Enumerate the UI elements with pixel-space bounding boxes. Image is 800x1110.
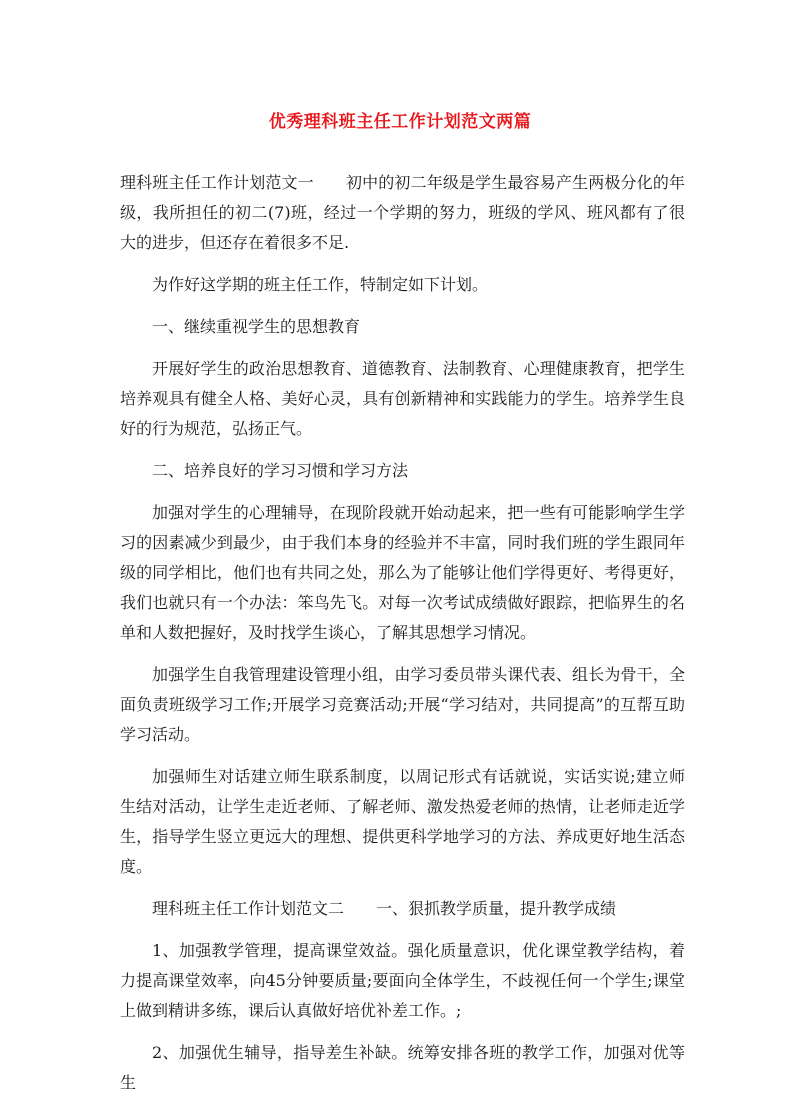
paragraph-teaching-management: 1、加强教学管理，提高课堂效益。强化质量意识，优化课堂教学结构，着力提高课堂效率，向45分钟要质量;要面向全体学生，不歧视任何一个学生;课堂上做到精讲多练，课后认真做好培优补差工作。; bbox=[120, 941, 685, 1020]
section-label-one: 理科班主任工作计划范文一 bbox=[120, 173, 314, 192]
section-two-heading: 一、狠抓教学质量，提升教学成绩 bbox=[376, 899, 617, 918]
heading-thought-education: 一、继续重视学生的思想教育 bbox=[152, 317, 361, 336]
paragraph-top-student-guidance: 2、加强优生辅导，指导差生补缺。统筹安排各班的教学工作，加强对优等生 bbox=[120, 1043, 685, 1092]
document-title: 优秀理科班主任工作计划范文两篇 bbox=[268, 112, 532, 132]
paragraph-self-management: 加强学生自我管理建设管理小组，由学习委员带头课代表、组长为骨干，全面负责班级学习工作;开展学习竞赛活动;开展“学习结对，共同提高”的互帮互助学习活动。 bbox=[120, 665, 685, 744]
paragraph-intro-text: 初中的初二年级是学生最容易产生两极分化的年级，我所担任的初二(7)班，经过一个学期的努力，班级的学风、班风都有了很大的进步，但还存在着很多不足. bbox=[120, 173, 685, 252]
paragraph-psych-guidance: 加强对学生的心理辅导，在现阶段就开始动起来，把一些有可能影响学生学习的因素减少到最少，由于我们本身的经验并不丰富，同时我们班的学生跟同年级的同学相比，他们也有共同之处，那么为了能够让他们学得更好、考得更好，我们也就只有一个办法：笨鸟先飞。对每一次考试成绩做好跟踪，把临界生的名单和人数把握好，及时找学生谈心，了解其思想学习情况。 bbox=[120, 503, 685, 642]
section-label-two: 理科班主任工作计划范文二 bbox=[152, 899, 345, 918]
document-body bbox=[120, 168, 685, 1110]
paragraph-teacher-student: 加强师生对话建立师生联系制度，以周记形式有话就说，实话实说;建立师生结对活动，让学生走近老师、了解老师、激发热爱老师的热情，让老师走近学生，指导学生竖立更远大的理想、提供更科学地学习的方法、养成更好地生活态度。 bbox=[120, 767, 685, 876]
paragraph-section-two bbox=[120, 894, 685, 924]
heading-study-habits: 二、培养良好的学习习惯和学习方法 bbox=[152, 461, 409, 480]
paragraph-thought-education: 开展好学生的政治思想教育、道德教育、法制教育、心理健康教育，把学生培养观具有健全人格、美好心灵，具有创新精神和实践能力的学生。培养学生良好的行为规范，弘扬正气。 bbox=[120, 359, 685, 438]
paragraph-plan-statement: 为作好这学期的班主任工作，特制定如下计划。 bbox=[152, 275, 489, 294]
paragraph-intro bbox=[120, 168, 685, 258]
